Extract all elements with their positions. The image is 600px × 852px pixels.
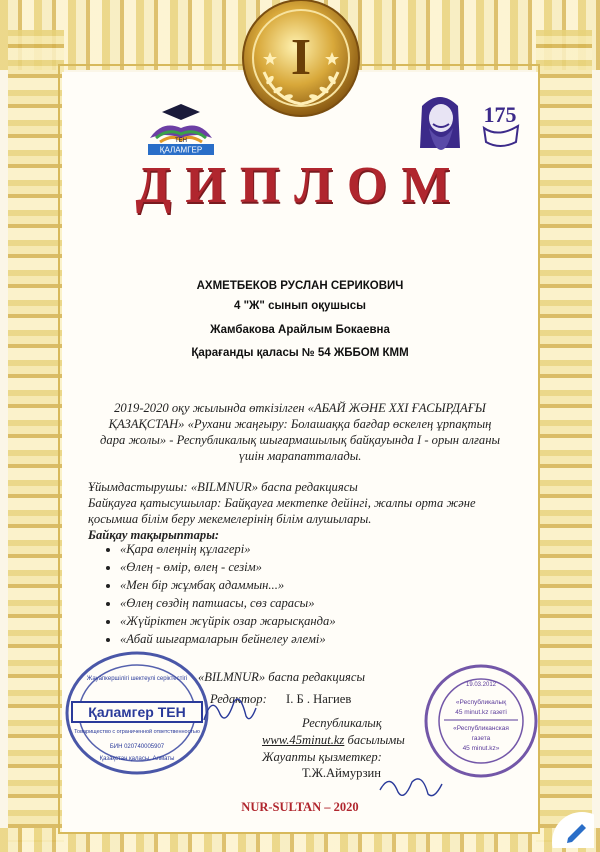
teacher-name: Жамбакова Арайлым Бокаевна <box>210 324 390 336</box>
responsible-name: Т.Ж.Аймурзин <box>302 766 382 780</box>
site-link[interactable]: www.45minut.kz <box>262 733 345 747</box>
school-name: Қарағанды қаласы № 54 ЖББОМ КММ <box>191 347 409 359</box>
recipient-name: АХМЕТБЕКОВ РУСЛАН СЕРИКОВИЧ <box>196 280 404 292</box>
republican-label: Республикалық <box>302 716 382 730</box>
diploma-title: ДИПЛОМ <box>135 157 465 214</box>
gold-medal-icon <box>236 0 366 122</box>
list-item: • «Абай шығармаларын бейнелеу әлемі» <box>120 630 336 648</box>
logo-left-text: ҚАЛАМГЕР <box>159 145 203 155</box>
edit-pencil-icon[interactable] <box>542 808 594 848</box>
participants-line: Байқауға қатысушылар: Байқауға мектепке дейінгі, жалпы орта және қосымша білім беру мекемелерінің білім алушылары. <box>88 496 476 526</box>
topics-list <box>92 540 336 648</box>
logo-left-small: ТЕН <box>175 138 187 144</box>
editor-signature-icon <box>200 690 260 730</box>
organizer-line: Ұйымдастырушы: «BILMNUR» баспа редакциясы <box>88 480 358 494</box>
stamp-left-main: Қаламгер ТЕН <box>88 704 186 720</box>
abai-175-logo-icon <box>414 88 534 154</box>
logo-right-number: 175 <box>483 102 517 127</box>
ornament-border-left <box>8 30 64 842</box>
site-line <box>262 733 405 748</box>
kalamger-logo-icon <box>142 98 220 158</box>
stamp-right-line4: газета <box>471 735 491 742</box>
stamp-right-line2: 45 minut.kz газеті <box>455 709 507 716</box>
footer-city-year: NUR-SULTAN – 2020 <box>241 800 359 814</box>
stamp-right-line5: 45 minut.kz» <box>462 745 500 752</box>
list-item: • «Жүйріктен жүйрік озар жарысқанда» <box>120 612 336 630</box>
site-suffix: басылымы <box>347 733 405 747</box>
list-item: • «Мен бір жұмбақ адаммын...» <box>120 576 336 594</box>
recipient-class: 4 "Ж" сынып оқушысы <box>233 300 366 312</box>
ornament-border-right <box>536 30 592 842</box>
editor-label: Редактор: <box>210 692 267 706</box>
publisher-line: «BILMNUR» баспа редакциясы <box>198 670 365 684</box>
stamp-left-bin: БИН 020740005907 <box>109 744 165 750</box>
stamp-right-date: 19.03.2012 <box>465 682 497 688</box>
editor-name: І. Б . Нагиев <box>286 692 352 706</box>
stamp-left-city: Қазақстан қаласы, Алматы <box>99 756 175 762</box>
award-text: 2019-2020 оқу жылында өткізілген «АБАЙ ЖӘНЕ XXI ҒАСЫРДАҒЫ ҚАЗАҚСТАН» «Рухани жаңғыру: Болашаққа бағдар өскелең ұрпақтың дара жолы» - Республикалық шығармашылық байқауында I - орын алғаны үшін марапатталады. <box>100 401 500 463</box>
list-item: • «Өлең - өмір, өлең - сезім» <box>120 558 336 576</box>
stamp-right-line1: «Республикалық <box>455 699 507 706</box>
left-stamp-icon <box>62 648 212 778</box>
right-stamp-icon <box>422 662 540 780</box>
stamp-left-top: Жауапкершілігі шектеулі серіктестігі <box>86 676 188 682</box>
list-item: • «Қара өлеңнің құлагері» <box>120 540 336 558</box>
stamp-left-sub: Товарищество с ограниченной ответственностью <box>74 729 200 735</box>
topics-heading: Байқау тақырыптары: <box>88 528 220 542</box>
stamp-right-line3: «Республиканская <box>453 725 509 732</box>
medal-numeral: I <box>290 29 312 86</box>
responsible-label: Жауапты қызметкер: <box>262 750 382 764</box>
list-item: • «Өлең сөздің патшасы, сөз сарасы» <box>120 594 336 612</box>
